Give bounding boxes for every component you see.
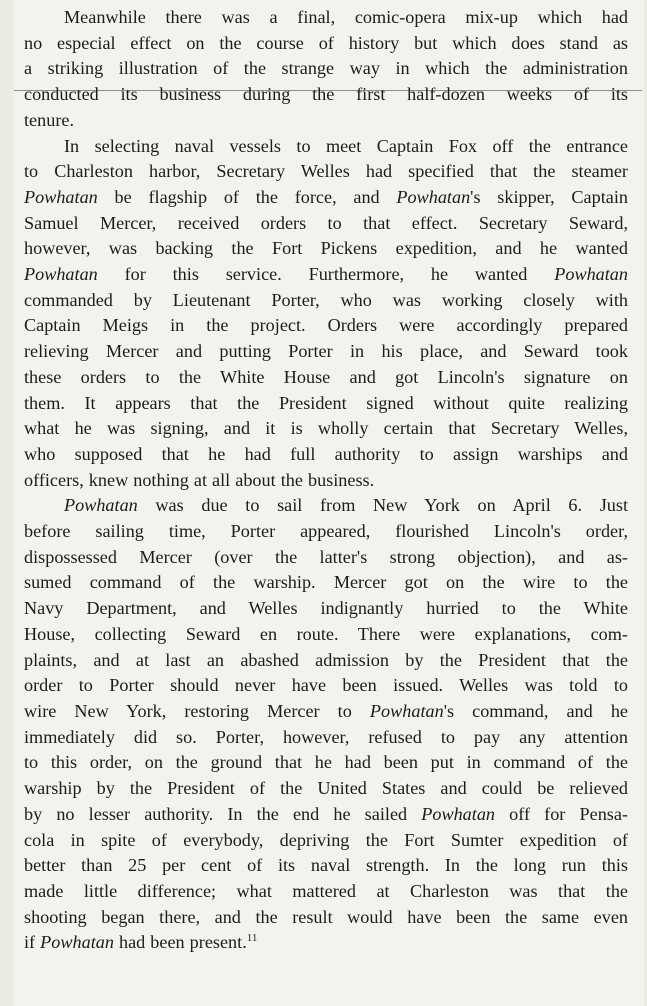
text-line: shooting began there, and the result would have been the same even <box>24 906 628 927</box>
text-line: tenure. <box>24 109 74 130</box>
footnote-marker: 11 <box>246 932 258 945</box>
text-line: In selecting naval vessels to meet Captain Fox off the entrance <box>64 135 628 156</box>
text-line: Navy Department, and Welles indignantly hurried to the White <box>24 598 628 619</box>
text-line: before sailing time, Porter appeared, flourished Lincoln's order, <box>24 521 628 542</box>
text-line: them. It appears that the President signed without quite realizing <box>24 392 628 413</box>
ship-name: Powhatan <box>24 186 98 207</box>
text-line: made little difference; what mattered at Charleston was that the <box>24 880 628 901</box>
text-line: to this order, on the ground that he had been put in command of the <box>24 752 628 773</box>
text-line: what he was signing, and it is wholly certain that Secretary Welles, <box>24 418 628 439</box>
text-line: to Charleston harbor, Secretary Welles had specified that the steamer <box>24 161 628 182</box>
text-line: Meanwhile there was a final, comic-opera mix-up which had <box>64 7 628 27</box>
text-line: Powhatan for this service. Furthermore, he wanted Powhatan <box>24 264 628 285</box>
text-line: a striking illustration of the strange way in which the administration <box>24 58 628 79</box>
text-line: Captain Meigs in the project. Orders were accordingly prepared <box>24 315 628 336</box>
text-line: if Powhatan had been present.$^{11}$ <box>24 932 258 953</box>
text-line: plaints, and at last an abashed admission by the President that the <box>24 649 628 670</box>
paragraph <box>24 493 628 956</box>
text-line: better than 25 per cent of its naval strength. In the long run this <box>24 855 628 876</box>
ship-name: Powhatan <box>64 495 138 516</box>
text-line: sumed command of the warship. Mercer got on the wire to the <box>24 572 628 593</box>
text-line: however, was backing the Fort Pickens expedition, and he wanted <box>24 238 628 259</box>
text-line: dispossessed Mercer (over the latter's strong objection), and as- <box>24 546 628 567</box>
text-line: conducted its business during the first half-dozen weeks of its <box>24 84 628 105</box>
ship-name: Powhatan <box>421 803 496 824</box>
text-line: commanded by Lieutenant Porter, who was working closely with <box>24 289 628 310</box>
text-line: warship by the President of the United States and could be relieved <box>24 778 628 799</box>
text-line: House, collecting Seward en route. There were explanations, com- <box>24 623 628 644</box>
ship-name: Powhatan <box>554 264 628 285</box>
ship-name: Powhatan <box>24 264 98 285</box>
text-line: by no lesser authority. In the end he sailed Powhatan off for Pensa- <box>24 803 628 824</box>
text-line: Powhatan was due to sail from New York on April 6. Just <box>64 495 628 516</box>
ship-name: Powhatan <box>369 700 444 721</box>
text-line: Powhatan be flagship of the force, and Powhatan's skipper, Captain <box>24 186 628 207</box>
text-line: order to Porter should never have been issued. Welles was told to <box>24 675 628 696</box>
body-text <box>24 5 628 956</box>
paragraph <box>24 5 628 134</box>
text-line: these orders to the White House and got Lincoln's signature on <box>24 366 628 387</box>
text-line: no especial effect on the course of history but which does stand as <box>24 32 628 53</box>
text-line: officers, knew nothing at all about the business. <box>24 469 375 490</box>
text-line: relieving Mercer and putting Porter in his place, and Seward took <box>24 341 628 362</box>
ship-name: Powhatan <box>396 186 471 207</box>
text-line: immediately did so. Porter, however, refused to pay any attention <box>24 726 628 747</box>
ship-name: Powhatan <box>40 932 114 953</box>
text-line: who supposed that he had full authority to assign warships and <box>24 443 628 464</box>
text-line: Samuel Mercer, received orders to that effect. Secretary Seward, <box>24 212 628 233</box>
paragraph <box>24 134 628 494</box>
text-line: wire New York, restoring Mercer to Powhatan's command, and he <box>24 700 628 721</box>
text-line: cola in spite of everybody, depriving the Fort Sumter expedition of <box>24 829 628 850</box>
